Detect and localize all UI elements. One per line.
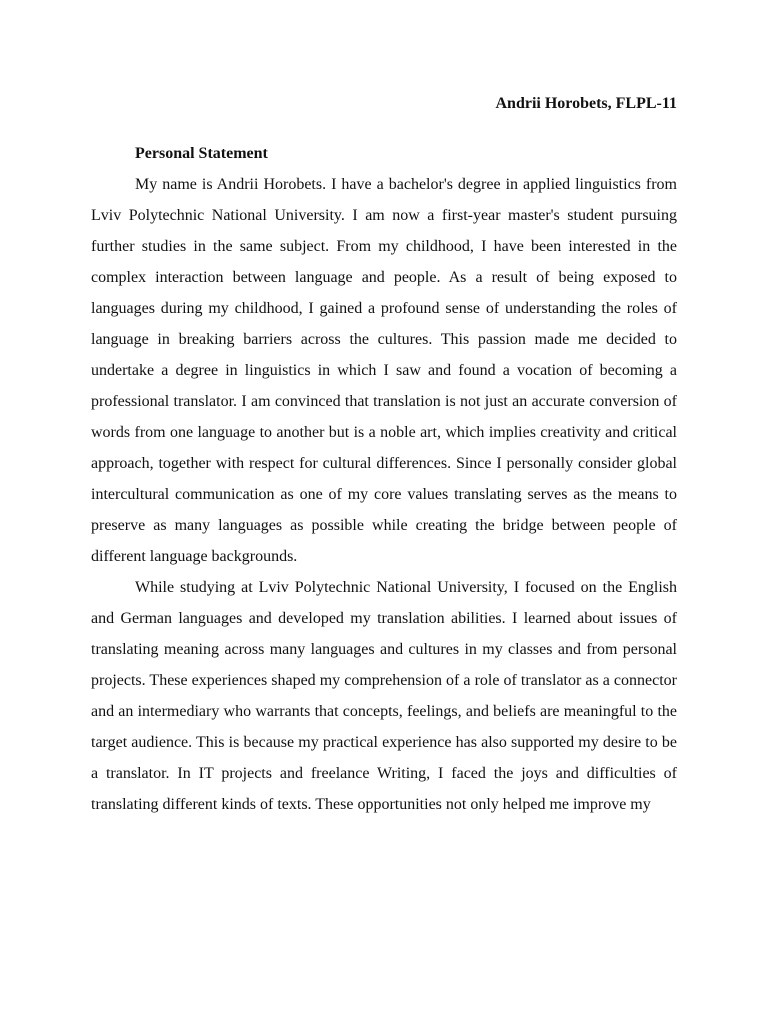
paragraph: My name is Andrii Horobets. I have a bachelor's degree in applied linguistics from Lviv Polytechnic National University. I am now a first-year master's student pursuing further studies in the same subject. From my childhood, I have been interested in the complex interaction between language and people. As a result of being exposed to languages during my childhood, I gained a profound sense of understanding the roles of language in breaking barriers across the cultures. This passion made me decided to undertake a degree in linguistics in which I saw and found a vocation of becoming a professional translator. I am convinced that translation is not just an accurate conversion of words from one language to another but is a noble art, which implies creativity and critical approach, together with respect for cultural differences. Since I personally consider global intercultural communication as one of my core values translating serves as the means to preserve as many languages as possible while creating the bridge between people of different language backgrounds. (91, 176, 677, 565)
document-body (91, 169, 677, 820)
document-heading: Personal Statement (135, 145, 268, 162)
author-line: Andrii Horobets, FLPL-11 (495, 95, 677, 112)
paragraph: While studying at Lviv Polytechnic National University, I focused on the English and German languages and developed my translation abilities. I learned about issues of translating meaning across many languages and cultures in my classes and from personal projects. These experiences shaped my comprehension of a role of translator as a connector and an intermediary who warrants that concepts, feelings, and beliefs are meaningful to the target audience. This is because my practical experience has also supported my desire to be a translator. In IT projects and freelance Writing, I faced the joys and difficulties of translating different kinds of texts. These opportunities not only helped me improve my (91, 579, 677, 813)
